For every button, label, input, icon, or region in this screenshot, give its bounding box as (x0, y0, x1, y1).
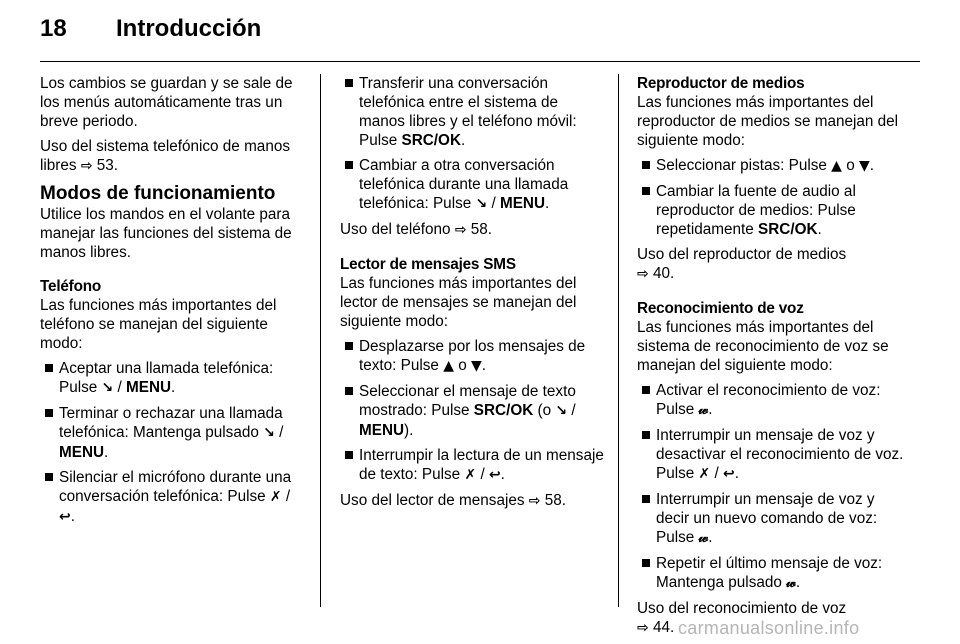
list-item: Terminar o rechazar una llamada telefónica: Mantenga pulsado ↘ / MENU. (40, 404, 308, 462)
back-icon: ↩ (59, 509, 71, 525)
paragraph: Las funciones más importantes del reproductor de medios se manejan del siguiente modo: (637, 94, 899, 149)
section-title: Modos de funcionamiento (40, 183, 276, 204)
key-label: SRC/OK (401, 132, 462, 149)
bullet-marker (642, 431, 650, 439)
down-arrow-icon: ▼ (858, 158, 870, 174)
subsection-title: Reproductor de medios (637, 75, 805, 92)
reference-arrow-icon: ⇨ (80, 158, 93, 174)
column-divider (320, 74, 321, 607)
header-divider (40, 61, 920, 62)
bullet-marker (345, 161, 353, 169)
down-arrow-icon: ▼ (470, 358, 482, 374)
bullet-marker (642, 559, 650, 567)
voice-icon: 𝓌 (698, 530, 709, 546)
list-item: Silenciar el micrófono durante una conversación telefónica: Pulse ✗ / ↩. (40, 468, 308, 527)
paragraph-reference: Uso del lector de mensajes ⇨ 58. (340, 492, 567, 509)
voice-icon: 𝓌 (786, 575, 796, 591)
list-item: Aceptar una llamada telefónica: Pulse ↘ / MENU. (40, 359, 308, 398)
paragraph: Utilice los mandos en el volante para manejar las funciones del sistema de manos libres. (40, 206, 292, 261)
column-3 (637, 74, 905, 644)
reference-arrow-icon: ⇨ (454, 222, 467, 238)
paragraph-reference: Uso del reproductor de medios ⇨ 40. (637, 246, 847, 282)
paragraph-reference: Uso del teléfono ⇨ 58. (340, 221, 493, 238)
up-arrow-icon: ▲ (443, 358, 454, 374)
page-number: 18 (40, 15, 67, 42)
reference-arrow-icon: ⇨ (528, 493, 541, 509)
column-divider (618, 74, 619, 607)
column-1 (40, 74, 308, 533)
mute-icon: ✗ (698, 466, 711, 482)
mute-icon: ✗ (464, 467, 477, 483)
bullet-marker (642, 386, 650, 394)
list-item: Interrumpir un mensaje de voz y decir un nuevo comando de voz: Pulse 𝓌. (637, 490, 905, 548)
subsection-title: Reconocimiento de voz (637, 300, 804, 317)
key-label: MENU (59, 444, 105, 461)
paragraph: Las funciones más importantes del sistema de reconocimiento de voz se manejan del siguiente modo: (637, 319, 889, 374)
list-item: Cambiar a otra conversación telefónica durante una llamada telefónica: Pulse ↘ / MENU. (340, 156, 608, 214)
bullet-marker (345, 79, 353, 87)
list-item: Desplazarse por los mensajes de texto: Pulse ▲ o ▼. (340, 337, 608, 376)
paragraph: Los cambios se guardan y se sale de los menús automáticamente tras un breve periodo. (40, 75, 293, 130)
list-item: Activar el reconocimiento de voz: Pulse 𝓌. (637, 381, 905, 420)
subsection-title: Lector de mensajes SMS (340, 256, 516, 273)
list-item: Seleccionar pistas: Pulse ▲ o ▼. (637, 156, 905, 176)
mute-icon: ✗ (269, 489, 282, 505)
list-item: Transferir una conversación telefónica entre el sistema de manos libres y el teléfono móvil: Pulse SRC/OK. (340, 74, 608, 150)
key-label: MENU (359, 422, 405, 439)
phone-icon: ↘ (101, 380, 114, 396)
paragraph: Las funciones más importantes del teléfono se manejan del siguiente modo: (40, 297, 277, 352)
phone-icon: ↘ (263, 425, 275, 441)
voice-icon: 𝓌 (698, 402, 709, 418)
reference-arrow-icon: ⇨ (637, 266, 649, 282)
page-header (0, 0, 960, 64)
chapter-title: Introducción (116, 15, 262, 42)
phone-icon: ↘ (555, 403, 568, 419)
up-arrow-icon: ▲ (831, 158, 842, 174)
phone-icon: ↘ (475, 196, 488, 212)
list-item: Interrumpir la lectura de un mensaje de texto: Pulse ✗ / ↩. (340, 446, 608, 485)
paragraph-reference: Uso del reconocimiento de voz ⇨ 44. (637, 600, 847, 636)
bullet-marker (45, 473, 53, 481)
paragraph-reference: Uso del sistema telefónico de manos libres ⇨ 53. (40, 138, 290, 174)
key-label: MENU (499, 195, 546, 212)
watermark: carmanualsonline.info (678, 618, 860, 638)
bullet-marker (345, 342, 353, 350)
reference-arrow-icon: ⇨ (637, 620, 649, 636)
list-item: Cambiar la fuente de audio al reproductor de medios: Pulse repetidamente SRC/OK. (637, 182, 905, 239)
subsection-title: Teléfono (40, 278, 101, 295)
bullet-marker (45, 364, 53, 372)
key-label: SRC/OK (758, 221, 818, 238)
bullet-marker (642, 187, 650, 195)
back-icon: ↩ (488, 467, 501, 483)
key-label: MENU (126, 379, 172, 396)
list-item: Repetir el último mensaje de voz: Mantenga pulsado 𝓌. (637, 554, 905, 593)
back-icon: ↩ (723, 466, 735, 482)
list-item: Interrumpir un mensaje de voz y desactivar el reconocimiento de voz. Pulse ✗ / ↩. (637, 426, 905, 484)
bullet-marker (642, 161, 650, 169)
bullet-marker (45, 409, 53, 417)
bullet-marker (345, 451, 353, 459)
list-item: Seleccionar el mensaje de texto mostrado: Pulse SRC/OK (o ↘ / MENU). (340, 382, 608, 440)
column-2 (340, 74, 608, 517)
paragraph: Las funciones más importantes del lector de mensajes se manejan del siguiente modo: (340, 275, 577, 330)
bullet-marker (345, 387, 353, 395)
key-label: SRC/OK (473, 402, 534, 419)
bullet-marker (642, 495, 650, 503)
